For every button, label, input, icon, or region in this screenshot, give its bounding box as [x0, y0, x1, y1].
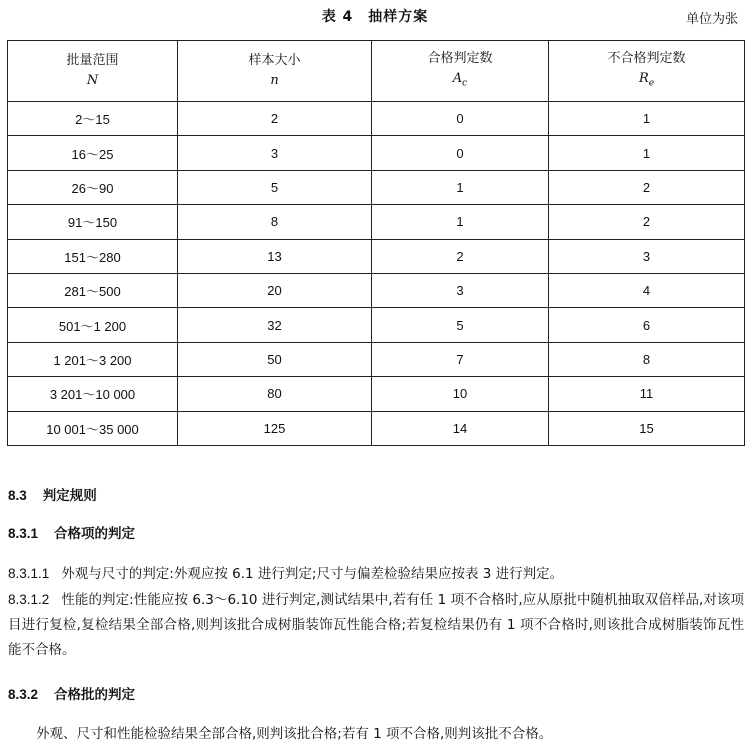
cell-lot-range: 3 201～10 000 — [8, 377, 178, 411]
cell-ac: 14 — [372, 411, 549, 445]
header-sample-size: 样本大小 n — [178, 41, 372, 102]
cell-ac: 0 — [372, 136, 549, 170]
cell-sample-size: 3 — [178, 136, 372, 170]
section-8-3-1-1-paragraph: 8.3.1.1 外观与尺寸的判定:外观应按 6.1 进行判定;尺寸与偏差检验结果应按表 3 进行判定。 — [8, 566, 564, 582]
cell-re: 4 — [549, 273, 745, 307]
cell-re: 3 — [549, 239, 745, 273]
cell-ac: 1 — [372, 170, 549, 204]
cell-ac: 5 — [372, 308, 549, 342]
cell-sample-size: 2 — [178, 102, 372, 136]
table-row — [8, 239, 745, 273]
cell-sample-size: 32 — [178, 308, 372, 342]
table-caption: 表 4 抽样方案 — [321, 9, 429, 25]
cell-re: 11 — [549, 377, 745, 411]
section-8-3-1-2-paragraph: 8.3.1.2 性能的判定:性能应按 6.3～6.10 进行判定,测试结果中,若有任 1 项不合格时,应从原批中随机抽取双倍样品,对该项目进行复检,复检结果全部合格,则判该批合成树脂装饰瓦性能合格;若复检结果仍有 1 项不合格时,则该批合成树脂装饰瓦性能不合格。 — [8, 592, 744, 658]
cell-lot-range: 501～1 200 — [8, 308, 178, 342]
section-8-3-2-paragraph: 外观、尺寸和性能检验结果全部合格,则判该批合格;若有 1 项不合格,则判该批不合格。 — [36, 726, 553, 742]
cell-lot-range: 26～90 — [8, 170, 178, 204]
table-row — [8, 377, 745, 411]
table-row — [8, 136, 745, 170]
table-row — [8, 308, 745, 342]
cell-re: 6 — [549, 308, 745, 342]
header-lot-range: 批量范围 N — [8, 41, 178, 102]
table-header-row — [8, 41, 745, 102]
cell-re: 1 — [549, 102, 745, 136]
cell-lot-range: 16～25 — [8, 136, 178, 170]
table-row — [8, 411, 745, 445]
cell-ac: 1 — [372, 205, 549, 239]
cell-sample-size: 20 — [178, 273, 372, 307]
cell-ac: 7 — [372, 342, 549, 376]
cell-re: 1 — [549, 136, 745, 170]
cell-sample-size: 5 — [178, 170, 372, 204]
cell-lot-range: 2～15 — [8, 102, 178, 136]
sampling-plan-table — [7, 40, 745, 446]
table-row — [8, 273, 745, 307]
cell-sample-size: 125 — [178, 411, 372, 445]
header-acceptance-number: 合格判定数 $A_c$ — [372, 41, 549, 102]
table-row — [8, 205, 745, 239]
cell-ac: 3 — [372, 273, 549, 307]
cell-sample-size: 50 — [178, 342, 372, 376]
cell-ac: 10 — [372, 377, 549, 411]
cell-ac: 0 — [372, 102, 549, 136]
section-8-3-1-heading: 8.3.1 合格项的判定 — [8, 526, 136, 542]
cell-sample-size: 13 — [178, 239, 372, 273]
cell-sample-size: 80 — [178, 377, 372, 411]
cell-lot-range: 151～280 — [8, 239, 178, 273]
table-unit: 单位为张 — [685, 12, 738, 27]
table-row — [8, 170, 745, 204]
cell-ac: 2 — [372, 239, 549, 273]
table-row — [8, 342, 745, 376]
cell-sample-size: 8 — [178, 205, 372, 239]
header-rejection-number: 不合格判定数 $R_e$ — [549, 41, 745, 102]
table-row — [8, 102, 745, 136]
cell-lot-range: 281～500 — [8, 273, 178, 307]
cell-re: 2 — [549, 170, 745, 204]
cell-lot-range: 91～150 — [8, 205, 178, 239]
section-8-3-heading: 8.3 判定规则 — [8, 488, 97, 504]
cell-re: 2 — [549, 205, 745, 239]
cell-re: 15 — [549, 411, 745, 445]
section-8-3-2-heading: 8.3.2 合格批的判定 — [8, 687, 136, 703]
cell-re: 8 — [549, 342, 745, 376]
cell-lot-range: 10 001～35 000 — [8, 411, 178, 445]
cell-lot-range: 1 201～3 200 — [8, 342, 178, 376]
